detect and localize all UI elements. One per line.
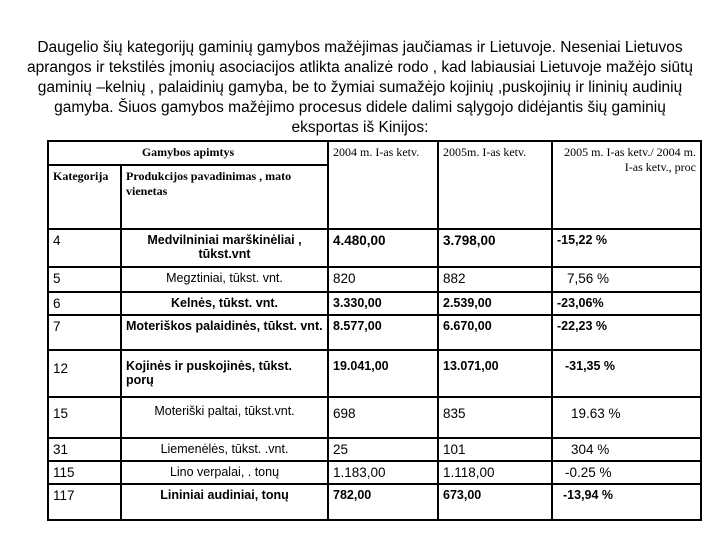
cell-category: 6 [48, 292, 121, 315]
header-category: Kategorija [48, 165, 121, 229]
cell-category: 115 [48, 461, 121, 484]
header-2004: 2004 m. I-as ketv. [328, 141, 438, 229]
intro-paragraph: Daugelio šių kategorijų gaminių gamybos mažėjimas jaučiamas ir Lietuvoje. Neseniai Lietuvos aprangos ir tekstilės įmonių asociacijos atlikta analizė rodo , kad labiausiai Lietuvoje mažėjo siūtų gaminių –kelnių , palaidinių gamyba, be to žymiai sumažėjo kojinių ,puskojinių ir lininių audinių gamyba. Šiuos gamybos mažėjimo procesus didele dalimi sąlygojo didėjantis šių gaminių eksportas iš Kinijos: [27, 39, 693, 136]
table-row [48, 461, 701, 484]
cell-2005: 2.539,00 [438, 292, 552, 315]
cell-2004: 698 [328, 397, 438, 438]
header-2005: 2005m. I-as ketv. [438, 141, 552, 229]
table-row [48, 438, 701, 461]
table-row [48, 350, 701, 397]
cell-2004: 782,00 [328, 484, 438, 520]
cell-2005: 6.670,00 [438, 315, 552, 350]
table-row [48, 292, 701, 315]
cell-product: Moteriškos palaidinės, tūkst. vnt. [121, 315, 328, 350]
table-row [48, 229, 701, 267]
cell-2005: 673,00 [438, 484, 552, 520]
cell-ratio: 19.63 % [552, 397, 701, 438]
cell-2004: 8.577,00 [328, 315, 438, 350]
cell-2005: 835 [438, 397, 552, 438]
cell-product: Moteriški paltai, tūkst.vnt. [121, 397, 328, 438]
cell-category: 15 [48, 397, 121, 438]
cell-ratio: -31,35 % [552, 350, 701, 397]
cell-product: Kojinės ir puskojinės, tūkst. porų [121, 350, 328, 397]
cell-product: Lino verpalai, . tonų [121, 461, 328, 484]
header-group: Gamybos apimtys [48, 141, 328, 165]
cell-category: 31 [48, 438, 121, 461]
cell-2005: 882 [438, 267, 552, 292]
cell-category: 7 [48, 315, 121, 350]
cell-2004: 820 [328, 267, 438, 292]
cell-2005: 3.798,00 [438, 229, 552, 267]
cell-2005: 13.071,00 [438, 350, 552, 397]
cell-category: 4 [48, 229, 121, 267]
cell-ratio: -13,94 % [552, 484, 701, 520]
cell-category: 12 [48, 350, 121, 397]
cell-product: Megztiniai, tūkst. vnt. [121, 267, 328, 292]
cell-ratio: 304 % [552, 438, 701, 461]
production-table [47, 140, 702, 521]
cell-ratio: -15,22 % [552, 229, 701, 267]
header-ratio: 2005 m. I-as ketv./ 2004 m. I-as ketv., proc [552, 141, 701, 229]
table-row [48, 484, 701, 520]
cell-category: 5 [48, 267, 121, 292]
cell-category: 117 [48, 484, 121, 520]
header-product: Produkcijos pavadinimas , mato vienetas [121, 165, 328, 229]
cell-2004: 4.480,00 [328, 229, 438, 267]
cell-product: Lininiai audiniai, tonų [121, 484, 328, 520]
table-row [48, 267, 701, 292]
cell-2005: 101 [438, 438, 552, 461]
cell-2004: 1.183,00 [328, 461, 438, 484]
cell-ratio: -22,23 % [552, 315, 701, 350]
cell-product: Medvilniniai marškinėliai , tūkst.vnt [121, 229, 328, 267]
cell-2004: 25 [328, 438, 438, 461]
cell-ratio: -0.25 % [552, 461, 701, 484]
table-row [48, 397, 701, 438]
cell-product: Liemenėlės, tūkst. .vnt. [121, 438, 328, 461]
cell-product: Kelnės, tūkst. vnt. [121, 292, 328, 315]
cell-ratio: -23,06% [552, 292, 701, 315]
cell-2005: 1.118,00 [438, 461, 552, 484]
cell-2004: 3.330,00 [328, 292, 438, 315]
table-row [48, 315, 701, 350]
cell-2004: 19.041,00 [328, 350, 438, 397]
cell-ratio: 7,56 % [552, 267, 701, 292]
